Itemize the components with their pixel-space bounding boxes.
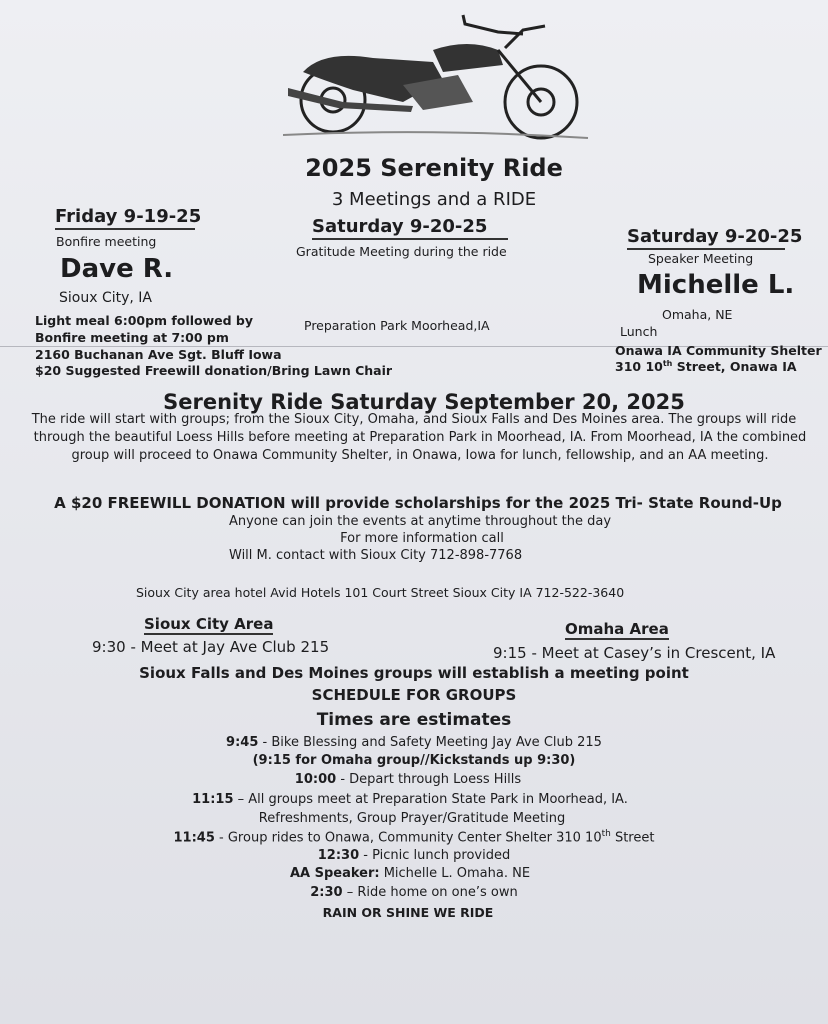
schedule-item: AA Speaker: Michelle L. Omaha. NE — [289, 866, 531, 881]
omaha-area-title: Omaha Area — [565, 620, 669, 638]
omaha-meet: 9:15 - Meet at Casey’s in Crescent, IA — [493, 644, 776, 662]
schedule-item: 11:15 – All groups meet at Preparation State Park in Moorhead, IA. — [192, 792, 628, 807]
saturday-lunch-address: 310 10th Street, Onawa IA — [615, 359, 797, 375]
ride-paragraph-line-1: The ride will start with groups; from the Sioux City, Omaha, and Sioux Falls and Des Moines area. The groups will ride — [31, 412, 797, 427]
motorcycle-illustration — [283, 10, 593, 140]
sioux-city-area-title: Sioux City Area — [144, 615, 274, 633]
donation-statement: A $20 FREEWILL DONATION will provide scholarships for the 2025 Tri- State Round-Up — [54, 494, 782, 512]
contact-info: Will M. contact with Sioux City 712-898-7768 — [229, 548, 523, 563]
saturday-lunch-place: Onawa IA Community Shelter — [615, 343, 822, 358]
more-info: For more information call — [340, 531, 504, 546]
ride-heading: Serenity Ride Saturday September 20, 2025 — [163, 390, 685, 414]
rain-or-shine: RAIN OR SHINE WE RIDE — [322, 905, 494, 920]
schedule-item: 12:30 - Picnic lunch provided — [317, 848, 511, 863]
friday-donation: $20 Suggested Freewill donation/Bring Lawn Chair — [35, 363, 393, 378]
saturday-speaker-type: Speaker Meeting — [648, 251, 754, 266]
schedule-item: 9:45 - Bike Blessing and Safety Meeting Jay Ave Club 215 — [226, 735, 602, 750]
friday-detail-2: Bonfire meeting at 7:00 pm — [35, 330, 229, 345]
ride-paragraph-line-3: group will proceed to Onawa Community Shelter, in Onawa, Iowa for lunch, fellowship, and an AA meeting. — [71, 448, 769, 463]
schedule-item: Refreshments, Group Prayer/Gratitude Meeting — [258, 811, 566, 826]
saturday-lunch-label: Lunch — [620, 324, 658, 339]
saturday-speaker-name: Michelle L. — [637, 270, 795, 300]
ride-paragraph-line-2: through the beautiful Loess Hills before meeting at Preparation Park in Moorhead, IA. From Moorhead, IA the combined — [33, 430, 807, 445]
friday-city: Sioux City, IA — [59, 290, 152, 306]
sioux-city-meet: 9:30 - Meet at Jay Ave Club 215 — [92, 638, 330, 656]
friday-date: Friday 9-19-25 — [55, 206, 195, 230]
saturday-speaker-date: Saturday 9-20-25 — [627, 226, 785, 250]
schedule-item: 10:00 - Depart through Loess Hills — [294, 772, 522, 787]
hotel-info: Sioux City area hotel Avid Hotels 101 Court Street Sioux City IA 712-522-3640 — [136, 585, 625, 600]
saturday-gratitude-location: Preparation Park Moorhead,IA — [304, 318, 490, 333]
page-subtitle: 3 Meetings and a RIDE — [331, 189, 537, 210]
friday-meeting-type: Bonfire meeting — [56, 234, 157, 249]
saturday-speaker-city: Omaha, NE — [662, 307, 733, 322]
schedule-item: (9:15 for Omaha group//Kickstands up 9:30) — [252, 753, 576, 768]
friday-detail-1: Light meal 6:00pm followed by — [35, 313, 254, 328]
schedule-subtitle: Times are estimates — [316, 710, 512, 730]
saturday-gratitude-type: Gratitude Meeting during the ride — [296, 244, 507, 259]
saturday-gratitude-date: Saturday 9-20-25 — [312, 216, 508, 240]
page-title: 2025 Serenity Ride — [305, 154, 563, 182]
schedule-title: SCHEDULE FOR GROUPS — [311, 686, 517, 704]
schedule-item: 11:45 - Group rides to Onawa, Community Center Shelter 310 10th Street — [173, 829, 655, 846]
other-groups-note: Sioux Falls and Des Moines groups will establish a meeting point — [139, 664, 689, 682]
friday-speaker: Dave R. — [60, 254, 174, 284]
schedule-item: 2:30 – Ride home on one’s own — [310, 885, 518, 900]
anyone-can-join: Anyone can join the events at anytime throughout the day — [228, 514, 612, 529]
friday-address: 2160 Buchanan Ave Sgt. Bluff Iowa — [35, 347, 282, 362]
